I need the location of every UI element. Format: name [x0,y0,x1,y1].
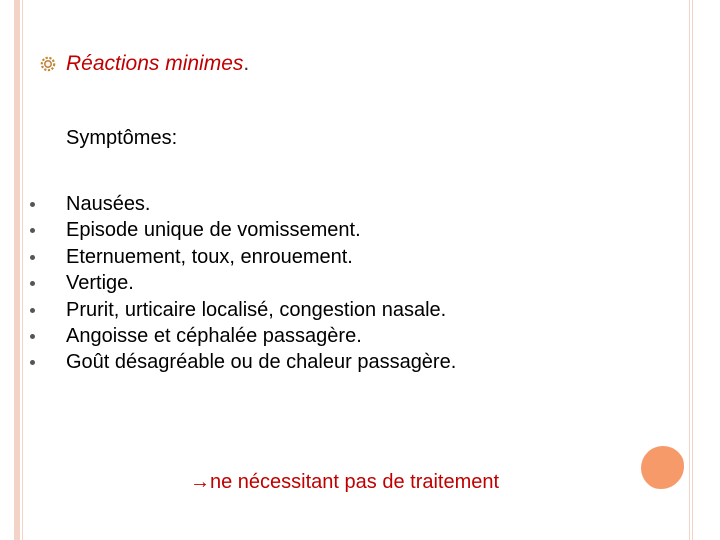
dot-bullet-icon [30,228,35,233]
list-item [30,349,456,375]
dot-bullet-icon [30,334,35,339]
slide-heading [66,51,249,77]
list-item [30,297,456,323]
dot-bullet-icon [30,308,35,313]
list-item [30,191,456,217]
list-item-text: Goût désagréable ou de chaleur passagère. [66,351,457,374]
list-item-text: Angoisse et céphalée passagère. [66,324,362,347]
dot-bullet-icon [30,202,35,207]
list-item [30,244,456,270]
conclusion-label: ne nécessitant pas de traitement [210,471,500,493]
list-item [30,323,456,349]
list-item [30,270,456,296]
dot-bullet-icon [30,255,35,260]
symptom-list [30,191,456,376]
decorative-circle [641,446,685,490]
list-item-text: Nausées. [66,193,151,215]
symptoms-label: Symptômes: [66,127,178,149]
heading-text: Réactions minimes [66,52,244,75]
heading-suffix: . [243,52,250,75]
slide-frame-right [689,0,693,540]
list-item [30,217,456,243]
list-item-text: Episode unique de vomissement. [66,219,361,242]
slide-frame-left [14,0,20,540]
right-arrow-icon: → [190,471,210,493]
conclusion-text [190,469,499,495]
dot-bullet-icon [30,360,35,365]
slide-frame-left-line [22,0,23,540]
gear-bullet-icon [40,56,56,72]
dot-bullet-icon [30,281,35,286]
list-item-text: Eternuement, toux, enrouement. [66,245,353,268]
list-item-text: Vertige. [66,272,134,295]
list-item-text: Prurit, urticaire localisé, congestion nasale. [66,298,447,321]
